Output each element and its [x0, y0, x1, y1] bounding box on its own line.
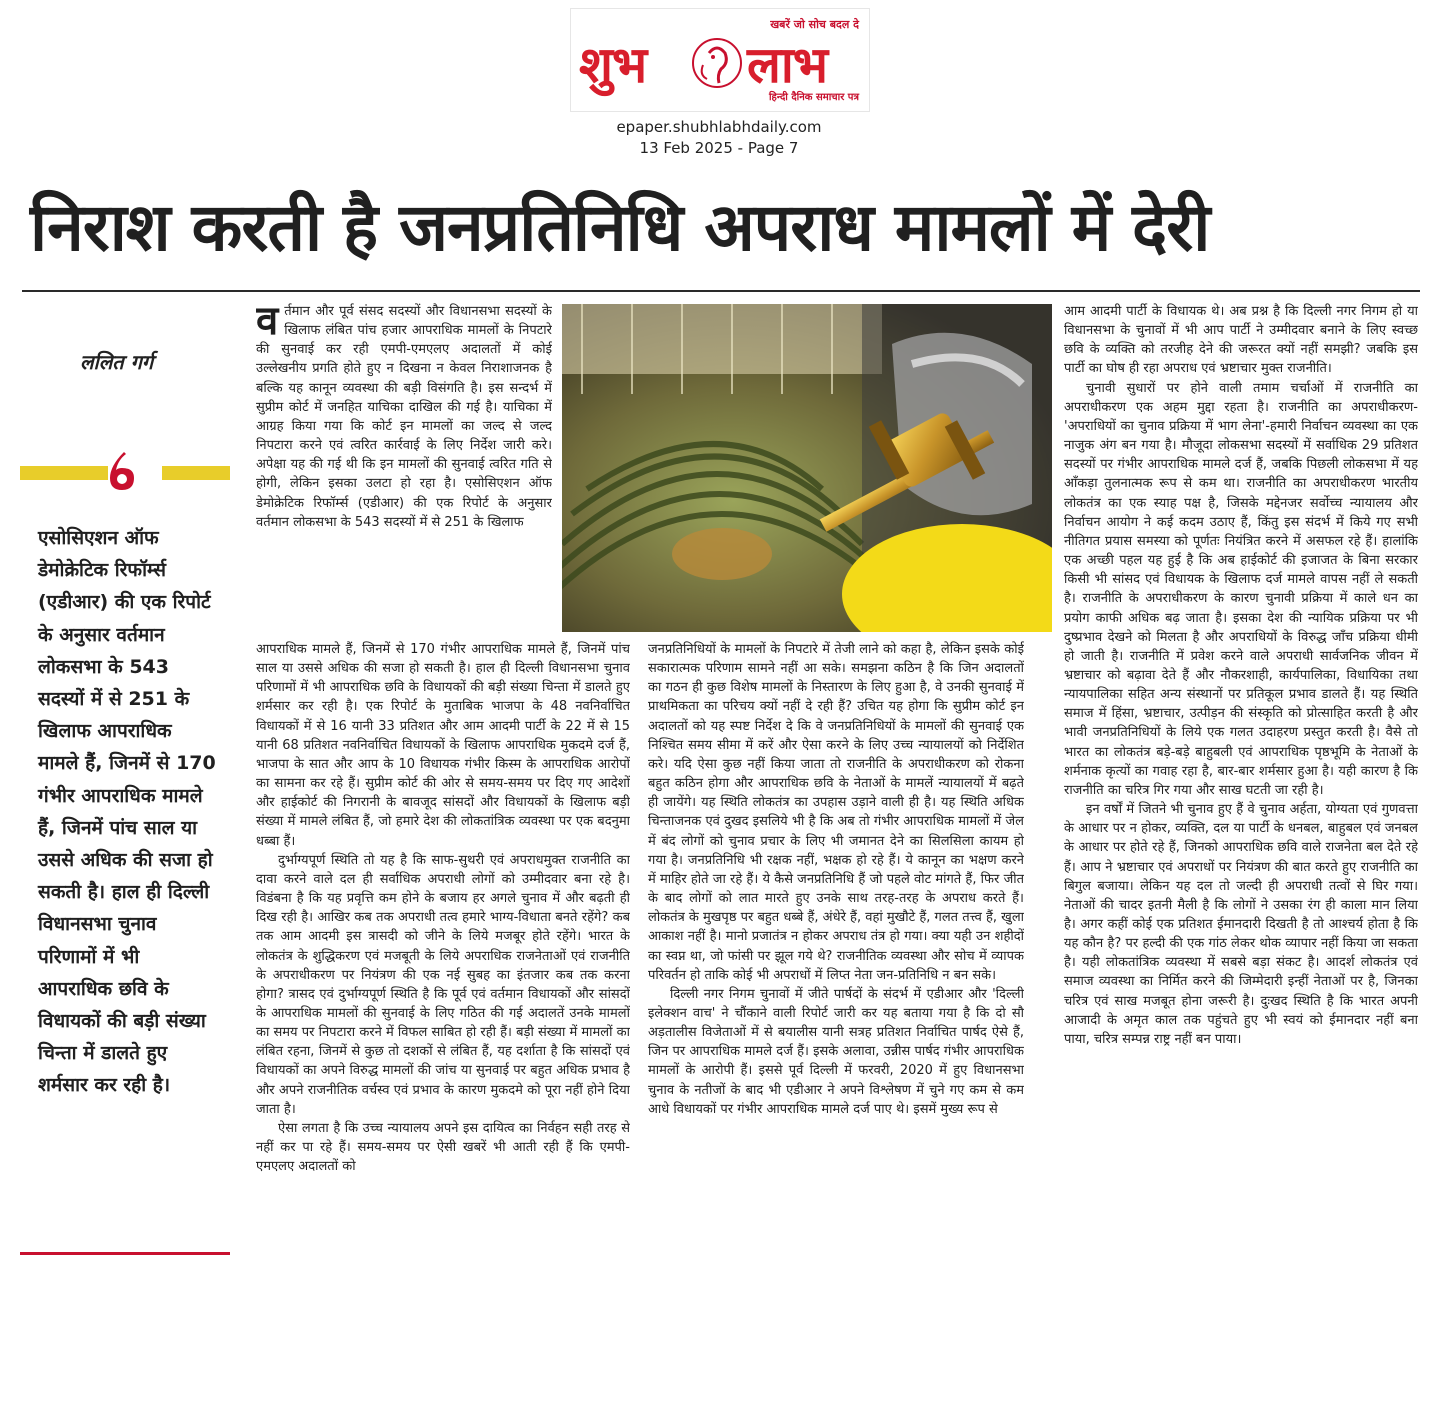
article-paragraph: ऐसा लगता है कि उच्च न्यायालय अपने इस दायित्व का निर्वहन सही तरह से नहीं कर पा रहे हैं। समय-समय पर ऐसी खबरें भी आती रही हैं कि एमपी-एमएलए अदालतों को [256, 1120, 630, 1175]
ganesha-emblem-icon [691, 35, 743, 91]
article-paragraph: जनप्रतिनिधियों के मामलों के निपटारे में तेजी लाने को कहा है, लेकिन इसके कोई सकारात्मक परिणाम सामने नहीं आ सके। समझना कठिन है कि जिन अदालतों का गठन ही कुछ विशेष मामलों के निस्तारण के लिए हुआ है, वे उनकी सुनवाई में प्राथमिकता का परिचय क्यों नहीं दे रही हैं? उचित यह होगा कि सुप्रीम कोर्ट इन अदालतों को यह स्पष्ट निर्देश दे कि वे जनप्रतिनिधियों के मामलों की सुनवाई एक निश्चित समय सीमा में करें और ऐसा करने के लिए उच्च न्यायालयों को निर्देशित करे। यदि ऐसा कुछ नहीं किया जाता तो राजनीति के अपराधीकरण को रोकना बहुत कठिन होगा और आपराधिक छवि के नेताओं के मामलें न्यायालयों में बढ़ते ही जायेंगे। यह स्थिति लोकतंत्र का उपहास उड़ाने वाली ही है। यह स्थिति अधिक चिन्ताजनक एवं दुखद इसलिये भी है कि अब तो गंभीर आपराधिक मामलों में जेल में बंद लोगों को चुनाव प्रचार के लिए भी जमानत देने का सिलसिला कायम हो गया है। जनप्रतिनिधि भी रक्षक नहीं, भक्षक हो रहे हैं। ये कानून का भक्षण करने में माहिर होते जा रहे हैं। ये कैसे जनप्रतिनिधि हैं जो पहले वोट मांगते हैं, फिर जीत के बाद लोगों को लात मारते हुए उनके साथ तरह-तरह के अपराध करते हैं। लोकतंत्र के मुखपृष्ठ पर बहुत धब्बे हैं, अंधेरे हैं, वहां मुखौटे हैं, गलत तत्त्व हैं, खुला आकाश नहीं है। मानो प्रजातंत्र न होकर अपराध तंत्र हो गया। क्या यही उन शहीदों का स्वप्न था, जो फांसी पर झूल गये थे? राजनीतिक व्यवस्था और सोच में व्यापक परिवर्तन हो ताकि कोई भी अपराधों में लिप्त नेता जन-प्रतिनिधि न बन सके। [648, 642, 1024, 983]
logo-tagline: खबरें जो सोच बदल दे [770, 18, 859, 31]
quote-mark-icon [104, 450, 140, 494]
quote-divider-right [162, 466, 230, 480]
logo-subtitle: हिन्दी दैनिक समाचार पत्र [768, 92, 859, 103]
article-paragraph: दुर्भाग्यपूर्ण स्थिति तो यह है कि साफ-सुथरी एवं अपराधमुक्त राजनीति का दावा करने वाले दल ही सर्वाधिक अपराधी लोगों को उम्मीदवार बना रहे है। विडंबना है कि यह प्रवृत्ति कम होने के बजाय हर अगले चुनाव में और बढ़ती ही दिख रही है। आखिर कब तक अपराधी तत्व हमारे भाग्य-विधाता बनते रहेंगे? कब तक आम आदमी इस त्रासदी को जीने के लिये मजबूर होते रहेंगे। भारत के लोकतंत्र के शुद्धिकरण एवं मजबूती के लिये अपराधिक राजनेताओं एवं राजनीति के अपराधीकरण पर नियंत्रण की एक नई सुबह का इंतजार कब तक करना होगा? त्रासद एवं दुर्भाग्यपूर्ण स्थिति है कि पूर्व एवं वर्तमान विधायकों और सांसदों के आपराधिक मामलों की सुनवाई के लिए गठित की गई अदालतें उनके मामलों का समय पर निपटारा करने में विफल साबित हो रही हैं। बड़ी संख्या में मामलों का लंबित रहना, जिनमें से कुछ तो दशकों से लंबित हैं, यह दर्शाता है कि सांसदों एवं विधायकों का अपने विरुद्ध मामलों की जांच या सुनवाई पर बहुत अधिक प्रभाव है और अपने राजनीतिक वर्चस्व एवं प्रभाव के कारण मुकदमे को पूरा नहीं होने दिया जाता है। [256, 852, 630, 1117]
author-byline: ललित गर्ग [80, 350, 154, 374]
article-paragraph: चुनावी सुधारों पर होने वाली तमाम चर्चाओं में राजनीति का अपराधीकरण एक अहम मुद्दा रहता है। राजनीति का अपराधीकरण-'अपराधियों का चुनाव प्रक्रिया में भाग लेना'-हमारी निर्वाचन व्यवस्था का एक नाजुक अंग बन गया है। मौजूदा लोकसभा सदस्यों में सर्वाधिक 29 प्रतिशत सदस्यों पर गंभीर आपराधिक मामले दर्ज हैं, जबकि पिछली लोकसभा में यह आँकड़ा तुलनात्मक रूप से कम था। राजनीति का अपराधीकरण भारतीय लोकतंत्र का एक स्याह पक्ष है, जिसके मद्देनजर सर्वोच्च न्यायालय और निर्वाचन आयोग ने कई कदम उठाए हैं, किंतु इस संदर्भ में किये गए सभी नीतिगत प्रयास समस्या को पूर्णतः नियंत्रित करने में असफल रहे हैं। हालांकि एक अच्छी पहल यह हुई है कि अब हाईकोर्ट की इजाजत के बिना सरकार किसी भी सांसद एवं विधायक के खिलाफ दर्ज मामले वापस नहीं ले सकती है। राजनीति के अपराधीकरण के कारण चुनावी प्रक्रिया में काले धन का प्रयोग काफी अधिक बढ़ जाता है। इसका देश की न्यायिक प्रक्रिया पर भी दुष्प्रभाव देखने को मिलता है और अपराधियों के विरुद्ध जाँच प्रक्रिया धीमी हो जाती है। राजनीति में प्रवेश करने वाले अपराधी सार्वजनिक जीवन में भ्रष्टाचार को बढ़ावा देते हैं और नौकरशाही, कार्यपालिका, विधायिका तथा न्यायपालिका सहित अन्य संस्थानों पर प्रतिकूल प्रभाव डालते हैं। यह स्थिति समाज में हिंसा, भ्रष्टाचार, उत्पीड़न की संस्कृति को प्रोत्साहित करती है और भावी जनप्रतिनिधियों के लिये एक गलत उदाहरण प्रस्तुत करती है। वैसे तो भारत का लोकतंत्र बड़े-बड़े बाहुबली एवं आपराधिक पृष्ठभूमि के नेताओं के शर्मनाक कृत्यों का गवाह रहा है, बार-बार शर्मसार हुआ है। यही कारण है कि राजनीति का चरित्र गिर गया और साख घटती जा रही है। [1064, 380, 1418, 798]
source-url[interactable]: epaper.shubhlabhdaily.com [616, 118, 822, 136]
logo-name-right: लाभ [747, 36, 827, 94]
article-paragraph: आम आदमी पार्टी के विधायक थे। अब प्रश्न है कि दिल्ली नगर निगम हो या विधानसभा के चुनावों में भी आप पार्टी ने उम्मीदवार बनाने के लिए स्वच्छ छवि के व्यक्ति को तरजीह देने की जरूरत क्यों नहीं समझी? जबकि इस पार्टी का घोष ही रहा अपराध एवं भ्रष्टाचार मुक्त राजनीति। [1064, 304, 1418, 377]
article-paragraph: इन वर्षों में जितने भी चुनाव हुए हैं वे चुनाव अर्हता, योग्यता एवं गुणवत्ता के आधार पर न होकर, व्यक्ति, दल या पार्टी के धनबल, बाहुबल एवं जनबल के आधार पर होते रहे हैं, जिनको आपराधिक छवि वाले राजनेता बल देते रहे हैं। आप ने भ्रष्टाचार एवं अपराधों पर नियंत्रण की बात करते हुए राजनीति का बिगुल बजाया। लेकिन यह दल तो जल्दी ही अपराधी तत्वों से घिर गया। नेताओं की चादर इतनी मैली है कि लोगों ने उसका रंग ही काला मान लिया है। अगर कहीं कोई एक प्रतिशत ईमानदारी दिखती है तो आश्चर्य होता है कि यह कौन है? पर हल्दी की एक गांठ लेकर थोक व्यापार नहीं किया जा सकता है। यही लोकतांत्रिक व्यवस्था में सबसे बड़ा संकट है। आदर्श लोकतंत्र एवं समाज व्यवस्था का निर्मित करने की जिम्मेदारी इन्हीं नेताओं पर है, जिनका चरित्र एवं साख मजबूत होना जरूरी है। दुःखद स्थिति है कि भारत अपनी आजादी के अमृत काल तक पहुंचते हुए भी स्वयं को ईमानदार नहीं बना पाया, चरित्र सम्पन्न राष्ट्र नहीं बन पाया। [1064, 802, 1418, 1047]
article-column-2 [648, 640, 1024, 1390]
headline-divider [22, 290, 1420, 292]
article-headline: निराश करती है जनप्रतिनिधि अपराध मामलों में देरी [30, 189, 1210, 266]
source-date-page: 13 Feb 2025 - Page 7 [639, 139, 799, 157]
quote-divider-left [20, 466, 108, 480]
article-paragraph: दिल्ली नगर निगम चुनावों में जीते पार्षदों के संदर्भ में एडीआर और 'दिल्ली इलेक्शन वाच' ने चौंकाने वाली रिपोर्ट जारी कर यह बताया गया है कि दो सौ अड़तालीस विजेताओं में से बयालीस यानी सत्रह प्रतिशत निर्वाचित पार्षद ऐसे हैं, जिन पर आपराधिक मामले दर्ज हैं। इसके अलावा, उन्नीस पार्षद गंभीर आपराधिक मामलों के आरोपी हैं। इससे पूर्व दिल्ली में फरवरी, 2020 में हुए विधानसभा चुनाव के नतीजों के बाद भी एडीआर ने अपने विश्लेषण में चुने गए कम से कम आधे विधायकों पर गंभीर आपराधिक मामले दर्ज पाए थे। इसमें मुख्य रूप से [648, 986, 1024, 1117]
paragraph-text: र्तमान और पूर्व संसद सदस्यों और विधानसभा सदस्यों के खिलाफ लंबित पांच हजार आपराधिक मामलों के निपटारे की सुनवाई कर रही एमपी-एमएलए अदालतों में कोई उल्लेखनीय प्रगति होते हुए न दिखना न केवल निराशाजनक है बल्कि यह कानून व्यवस्था की बड़ी विसंगति है। इस सन्दर्भ में सुप्रीम कोर्ट में जनहित याचिका दाखिल की गई है। याचिका में आग्रह किया गया कि कोर्ट इन मामलों का जल्द से जल्द निपटारा करने एवं त्वरित कार्रवाई के लिए निर्देश जारी करे। अपेक्षा यह की गई थी कि इन मामलों की सुनवाई त्वरित गति से होगी, लेकिन इसका उलटा हो रहा है। एसोसिएशन ऑफ डेमोक्रेटिक रिफॉर्म्स (एडीआर) की एक रिपोर्ट के अनुसार वर्तमान लोकसभा के 543 सदस्यों में से 251 के खिलाफ [256, 304, 552, 530]
masthead-logo [570, 8, 870, 112]
pull-quote: एसोसिएशन ऑफ डेमोक्रेटिक रिफॉर्म्स (एडीआर) की एक रिपोर्ट के अनुसार वर्तमान लोकसभा के 543 सदस्यों में से 251 के खिलाफ आपराधिक मामले हैं, जिनमें से 170 गंभीर आपराधिक मामले हैं, जिनमें पांच साल या उससे अधिक की सजा हो सकती है। हाल ही दिल्ली विधानसभा चुनाव परिणामों में भी आपराधिक छवि के विधायकों की बड़ी संख्या चिन्ता में डालते हुए शर्मसार कर रही है। [38, 527, 216, 1097]
logo-name-left: शुभ [579, 36, 647, 94]
pull-quote-rule [20, 1252, 230, 1255]
article-column-1 [256, 640, 630, 1390]
article-column-3 [1064, 302, 1418, 1390]
article-paragraph: आपराधिक मामले हैं, जिनमें से 170 गंभीर आपराधिक मामले हैं, जिनमें पांच साल या उससे अधिक की सजा हो सकती है। हाल ही दिल्ली विधानसभा चुनाव परिणामों में भी आपराधिक छवि के विधायकों की बड़ी संख्या चिन्ता में डालते हुए शर्मसार कर रही है। एक रिपोर्ट के मुताबिक भाजपा के 48 नवनिर्वाचित विधायकों में से 16 यानी 33 प्रतिशत और आम आदमी पार्टी के 22 में से 15 यानी 68 प्रतिशत नवनिर्वाचित विधायकों के खिलाफ आपराधिक मुकदमे दर्ज हैं, भाजपा के सात और आप के 10 विधायक गंभीर किस्म के आपराधिक आरोपों का सामना कर रहे हैं। सुप्रीम कोर्ट की ओर से समय-समय पर दिए गए आदेशों और हाईकोर्ट की निगरानी के बावजूद सांसदों और विधायकों के खिलाफ बड़ी संख्या में मामले लंबित हैं, जो हमारे देश की लोकतांत्रिक व्यवस्था पर एक बदनुमा धब्बा हैं। [256, 642, 630, 849]
article-paragraph [256, 302, 552, 532]
parliament-gavel-photo [562, 304, 1052, 632]
drop-cap: व [256, 302, 279, 344]
article-column-1-top [256, 302, 552, 637]
